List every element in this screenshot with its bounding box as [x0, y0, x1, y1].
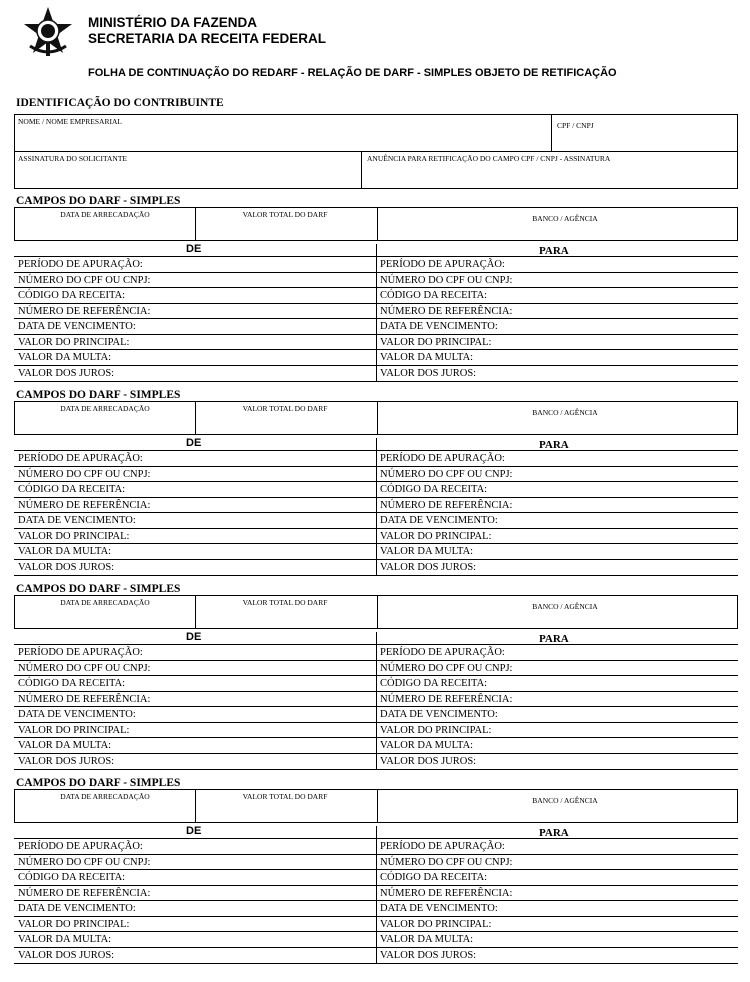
field-row: [14, 754, 738, 770]
field-label: DATA DE VENCIMENTO:: [380, 515, 498, 526]
name-label: NOME / NOME EMPRESARIAL: [18, 117, 122, 126]
divider: [195, 402, 196, 434]
field-row: [14, 707, 738, 723]
field-label: CÓDIGO DA RECEITA:: [380, 290, 488, 301]
identification-title: IDENTIFICAÇÃO DO CONTRIBUINTE: [16, 97, 224, 109]
to-label: PARA: [539, 439, 569, 451]
total-label: VALOR TOTAL DO DARF: [242, 792, 328, 801]
field-label: NÚMERO DE REFERÊNCIA:: [380, 305, 513, 317]
darf-header-box: [14, 401, 738, 435]
field-label: PERÍODO DE APURAÇÃO:: [380, 259, 505, 270]
divider: [195, 596, 196, 628]
field-label: NÚMERO DO CPF OU CNPJ:: [18, 662, 151, 674]
field-label: CÓDIGO DA RECEITA:: [18, 678, 126, 689]
divider: [377, 402, 378, 434]
field-label: NÚMERO DO CPF OU CNPJ:: [380, 856, 513, 868]
field-label: NÚMERO DE REFERÊNCIA:: [18, 499, 151, 511]
secretariat-name: SECRETARIA DA RECEITA FEDERAL: [88, 31, 327, 46]
bank-label: BANCO / AGÊNCIA: [532, 408, 598, 417]
field-row: [14, 738, 738, 754]
darf-section: [14, 777, 738, 967]
field-label: VALOR DO PRINCIPAL:: [18, 724, 130, 736]
field-label: PERÍODO DE APURAÇÃO:: [380, 453, 505, 464]
field-label: DATA DE VENCIMENTO:: [18, 515, 136, 526]
field-label: CÓDIGO DA RECEITA:: [18, 872, 126, 883]
field-row: [14, 723, 738, 739]
field-label: VALOR DOS JUROS:: [18, 367, 115, 379]
page-header: [22, 6, 732, 66]
bank-label: BANCO / AGÊNCIA: [532, 214, 598, 223]
field-row: [14, 288, 738, 304]
field-label: VALOR DOS JUROS:: [380, 561, 477, 573]
from-label: DE: [186, 825, 202, 837]
field-row: [14, 529, 738, 545]
field-row: [14, 319, 738, 335]
field-row: [14, 304, 738, 320]
field-label: NÚMERO DE REFERÊNCIA:: [380, 887, 513, 899]
brazil-coat-of-arms-icon: [22, 6, 74, 58]
document-title: FOLHA DE CONTINUAÇÃO DO REDARF - RELAÇÃO DE DARF - SIMPLES OBJETO DE RETIFICAÇÃO: [88, 67, 617, 79]
divider: [195, 208, 196, 240]
field-label: NÚMERO DE REFERÊNCIA:: [18, 305, 151, 317]
darf-section-title: CAMPOS DO DARF - SIMPLES: [16, 195, 181, 207]
darf-section: [14, 389, 738, 579]
bank-label: BANCO / AGÊNCIA: [532, 602, 598, 611]
darf-section: [14, 195, 738, 385]
field-label: VALOR DA MULTA:: [380, 934, 474, 945]
field-label: DATA DE VENCIMENTO:: [18, 709, 136, 720]
field-label: DATA DE VENCIMENTO:: [380, 709, 498, 720]
field-row: [14, 498, 738, 514]
field-label: VALOR DOS JUROS:: [380, 367, 477, 379]
field-label: DATA DE VENCIMENTO:: [380, 903, 498, 914]
field-label: DATA DE VENCIMENTO:: [18, 903, 136, 914]
divider: [361, 152, 362, 188]
field-row: [14, 901, 738, 917]
field-row: [14, 366, 738, 382]
from-label: DE: [186, 437, 202, 449]
to-label: PARA: [539, 633, 569, 645]
field-row: [14, 948, 738, 964]
divider: [195, 790, 196, 822]
field-label: VALOR DA MULTA:: [380, 352, 474, 363]
field-label: VALOR DOS JUROS:: [18, 949, 115, 961]
field-label: NÚMERO DO CPF OU CNPJ:: [380, 662, 513, 674]
field-label: PERÍODO DE APURAÇÃO:: [18, 841, 143, 852]
field-row: [14, 839, 738, 855]
field-row: [14, 645, 738, 661]
bank-label: BANCO / AGÊNCIA: [532, 796, 598, 805]
field-label: VALOR DOS JUROS:: [18, 755, 115, 767]
field-row: [14, 467, 738, 483]
field-label: NÚMERO DO CPF OU CNPJ:: [380, 468, 513, 480]
darf-header-box: [14, 789, 738, 823]
total-label: VALOR TOTAL DO DARF: [242, 404, 328, 413]
total-label: VALOR TOTAL DO DARF: [242, 210, 328, 219]
darf-fields: [14, 256, 738, 382]
signature-row: [14, 151, 738, 189]
field-label: CÓDIGO DA RECEITA:: [380, 678, 488, 689]
field-label: VALOR DA MULTA:: [380, 546, 474, 557]
divider: [377, 790, 378, 822]
darf-header-box: [14, 207, 738, 241]
ministry-name: MINISTÉRIO DA FAZENDA: [88, 15, 258, 30]
darf-section-title: CAMPOS DO DARF - SIMPLES: [16, 583, 181, 595]
to-label: PARA: [539, 245, 569, 257]
field-label: PERÍODO DE APURAÇÃO:: [380, 841, 505, 852]
field-row: [14, 917, 738, 933]
from-label: DE: [186, 243, 202, 255]
field-label: PERÍODO DE APURAÇÃO:: [18, 453, 143, 464]
cpf-label: CPF / CNPJ: [557, 121, 594, 130]
darf-fields: [14, 644, 738, 770]
field-label: NÚMERO DE REFERÊNCIA:: [18, 693, 151, 705]
field-row: [14, 335, 738, 351]
darf-header-box: [14, 595, 738, 629]
darf-section-title: CAMPOS DO DARF - SIMPLES: [16, 777, 181, 789]
field-label: NÚMERO DO CPF OU CNPJ:: [18, 856, 151, 868]
from-label: DE: [186, 631, 202, 643]
field-row: [14, 451, 738, 467]
field-label: PERÍODO DE APURAÇÃO:: [380, 647, 505, 658]
date-label: DATA DE ARRECADAÇÃO: [60, 210, 150, 219]
field-row: [14, 560, 738, 576]
darf-section: [14, 583, 738, 773]
total-label: VALOR TOTAL DO DARF: [242, 598, 328, 607]
divider: [551, 115, 552, 151]
darf-section-title: CAMPOS DO DARF - SIMPLES: [16, 389, 181, 401]
field-row: [14, 257, 738, 273]
field-label: CÓDIGO DA RECEITA:: [380, 872, 488, 883]
name-cpf-row: [14, 114, 738, 152]
field-label: VALOR DO PRINCIPAL:: [18, 530, 130, 542]
field-label: VALOR DA MULTA:: [18, 546, 112, 557]
field-label: NÚMERO DE REFERÊNCIA:: [380, 693, 513, 705]
to-label: PARA: [539, 827, 569, 839]
field-row: [14, 676, 738, 692]
field-row: [14, 870, 738, 886]
field-label: CÓDIGO DA RECEITA:: [18, 484, 126, 495]
field-label: VALOR DOS JUROS:: [380, 755, 477, 767]
field-row: [14, 544, 738, 560]
divider: [377, 596, 378, 628]
field-row: [14, 661, 738, 677]
ministry-heading: [88, 15, 326, 47]
field-label: NÚMERO DE REFERÊNCIA:: [18, 887, 151, 899]
field-row: [14, 273, 738, 289]
date-label: DATA DE ARRECADAÇÃO: [60, 792, 150, 801]
field-row: [14, 886, 738, 902]
field-label: PERÍODO DE APURAÇÃO:: [18, 259, 143, 270]
consent-label: ANUÊNCIA PARA RETIFICAÇÃO DO CAMPO CPF / CNPJ - ASSINATURA: [367, 154, 611, 163]
field-label: VALOR DA MULTA:: [18, 352, 112, 363]
field-label: VALOR DO PRINCIPAL:: [380, 918, 492, 930]
field-label: NÚMERO DO CPF OU CNPJ:: [18, 468, 151, 480]
field-label: PERÍODO DE APURAÇÃO:: [18, 647, 143, 658]
field-label: VALOR DO PRINCIPAL:: [380, 530, 492, 542]
field-row: [14, 513, 738, 529]
signature-label: ASSINATURA DO SOLICITANTE: [18, 154, 127, 163]
field-label: VALOR DO PRINCIPAL:: [18, 918, 130, 930]
field-label: CÓDIGO DA RECEITA:: [18, 290, 126, 301]
field-row: [14, 855, 738, 871]
field-label: NÚMERO DO CPF OU CNPJ:: [380, 274, 513, 286]
darf-fields: [14, 838, 738, 964]
field-label: VALOR DO PRINCIPAL:: [18, 336, 130, 348]
darf-fields: [14, 450, 738, 576]
field-label: VALOR DOS JUROS:: [380, 949, 477, 961]
field-label: VALOR DO PRINCIPAL:: [380, 336, 492, 348]
field-row: [14, 932, 738, 948]
date-label: DATA DE ARRECADAÇÃO: [60, 404, 150, 413]
field-row: [14, 692, 738, 708]
field-label: DATA DE VENCIMENTO:: [18, 321, 136, 332]
field-label: VALOR DA MULTA:: [380, 740, 474, 751]
field-label: VALOR DA MULTA:: [18, 740, 112, 751]
field-row: [14, 482, 738, 498]
field-label: VALOR DO PRINCIPAL:: [380, 724, 492, 736]
field-label: CÓDIGO DA RECEITA:: [380, 484, 488, 495]
date-label: DATA DE ARRECADAÇÃO: [60, 598, 150, 607]
field-label: DATA DE VENCIMENTO:: [380, 321, 498, 332]
field-label: VALOR DA MULTA:: [18, 934, 112, 945]
divider: [377, 208, 378, 240]
field-row: [14, 350, 738, 366]
field-label: NÚMERO DO CPF OU CNPJ:: [18, 274, 151, 286]
field-label: NÚMERO DE REFERÊNCIA:: [380, 499, 513, 511]
field-label: VALOR DOS JUROS:: [18, 561, 115, 573]
